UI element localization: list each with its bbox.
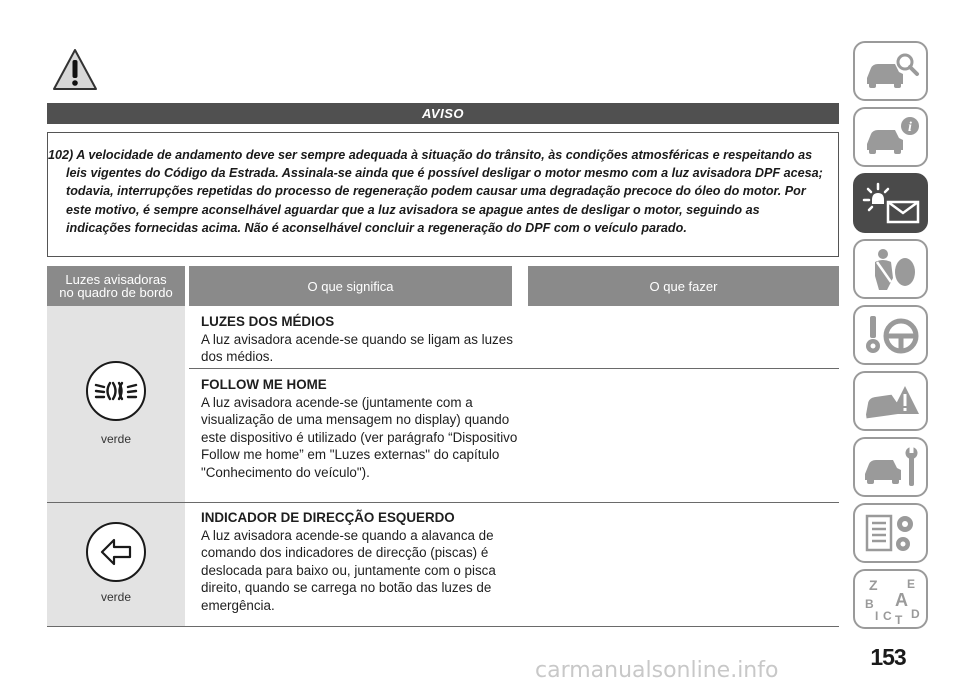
index-letter: I — [875, 609, 879, 623]
warning-light-message-icon — [861, 180, 923, 228]
table-bottom-border — [47, 626, 839, 627]
icon-cell-low-beam — [47, 306, 185, 502]
sidebar-tab-emergency[interactable] — [853, 371, 928, 431]
seatbelt-airbag-icon — [861, 246, 923, 294]
header-action: O que fazer — [528, 266, 839, 306]
index-letter: D — [911, 607, 920, 621]
row-divider — [47, 502, 839, 503]
index-letter: C — [883, 609, 892, 623]
entry-title: INDICADOR DE DIRECÇÃO ESQUERDO — [201, 510, 455, 525]
sidebar-tab-index[interactable] — [853, 569, 928, 629]
sidebar-tab-car-info[interactable] — [853, 107, 928, 167]
icon-color-label: verde — [100, 590, 132, 604]
svg-text:i: i — [908, 120, 912, 135]
warning-header: AVISO — [47, 103, 839, 124]
left-turn-arrow-icon — [85, 521, 147, 583]
entry-title: LUZES DOS MÉDIOS — [201, 314, 335, 329]
sidebar-tab-maintenance[interactable] — [853, 437, 928, 497]
row-divider — [189, 368, 839, 369]
warning-text: 102) A velocidade de andamento deve ser sempre adequada à situação do trânsito, às condições atmosféricas e respeitando as leis vigentes do Código da Estrada. Assinala-se ainda que é possível desligar o motor mesmo com a luz avisadora DPF acesa; todavia, interrupções repetidas do processo de regeneração podem causar uma degradação precoce do óleo do motor. Por este motivo, é sempre aconselhável aguardar que a luz avisadora se apague antes de desligar o motor, seguindo as indicações fornecidas acima. Não é aconselhável concluir a regeneração do DPF com o veículo parado. — [48, 148, 823, 235]
entry-text: A luz avisadora acende-se quando se ligam as luzes dos médios. — [201, 331, 513, 365]
index-letter: A — [895, 590, 908, 610]
header-warning-lights-line1: Luzes avisadoras — [65, 272, 167, 287]
entry-title: FOLLOW ME HOME — [201, 377, 327, 392]
index-letter: Z — [869, 577, 878, 593]
header-warning-lights — [47, 266, 185, 306]
entry-left-indicator — [201, 509, 521, 615]
index-letter: E — [907, 577, 916, 591]
low-beam-headlight-icon — [85, 360, 147, 422]
icon-color-label: verde — [100, 432, 132, 446]
car-emergency-icon — [861, 378, 923, 426]
header-warning-lights-line2: no quadro de bordo — [59, 285, 173, 300]
sidebar-tab-technical-data[interactable] — [853, 503, 928, 563]
entry-low-beam — [201, 313, 521, 366]
icon-cell-left-indicator — [47, 502, 185, 626]
entry-text: A luz avisadora acende-se (juntamente com a visualização de uma mensagem no display) quando este dispositivo é utilizado (ver parágrafo “Dispositivo Follow me home” em "Luzes externas" do capítulo "Conhecimento do veículo"). — [201, 394, 518, 480]
car-wrench-icon — [861, 444, 923, 492]
sidebar-tab-starting-driving[interactable] — [853, 305, 928, 365]
sidebar-tab-safety[interactable] — [853, 239, 928, 299]
sidebar-tab-car-search[interactable] — [853, 41, 928, 101]
warning-triangle-icon — [52, 48, 98, 92]
entry-text: A luz avisadora acende-se quando a alavanca de comando dos indicadores de direcção (piscas) é deslocada para baixo ou, juntamente com o pisca direito, quando se carrega no botão das luzes de emergência. — [201, 527, 496, 613]
alphabet-index-icon — [861, 576, 923, 626]
index-letter: B — [865, 597, 874, 611]
index-letter: T — [895, 613, 903, 626]
header-meaning: O que significa — [189, 266, 512, 306]
key-steering-wheel-icon — [861, 312, 923, 360]
warning-box — [47, 132, 839, 257]
entry-follow-me-home — [201, 376, 519, 482]
page-number: 153 — [870, 644, 906, 670]
specs-gears-icon — [861, 510, 923, 558]
watermark: carmanualsonline.info — [535, 658, 779, 683]
sidebar-tab-warning-lights[interactable] — [853, 173, 928, 233]
car-search-icon — [861, 48, 923, 96]
car-info-icon — [861, 114, 923, 162]
